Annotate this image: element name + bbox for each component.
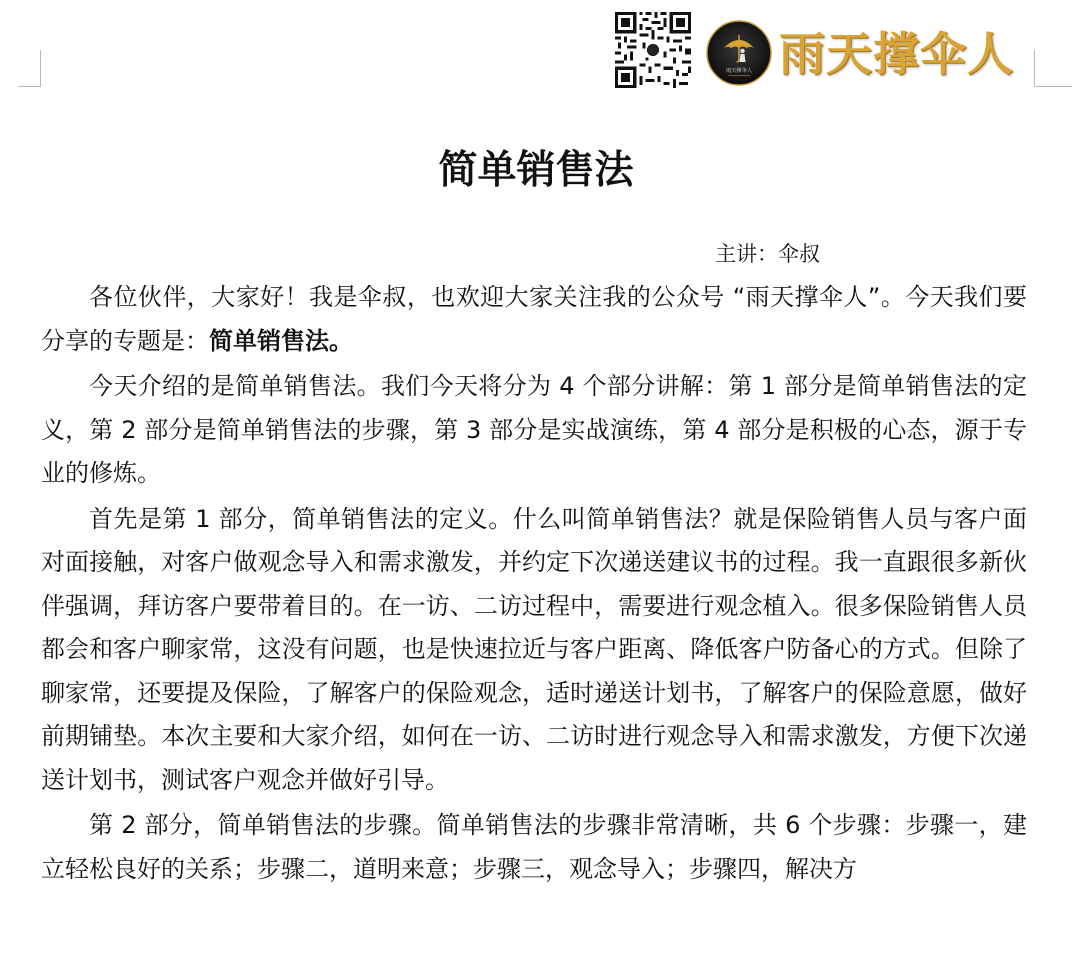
- paragraph-text: 今天介绍的是简单销售法。我们今天将分为 4 个部分讲解：第 1 部分是简单销售法的定义，第 2 部分是简单销售法的步骤，第 3 部分是实战演练，第 4 部分是积极的心态，源于专业的修炼。: [41, 372, 1027, 487]
- page-title: 简单销售法: [438, 148, 634, 193]
- paragraph: [41, 365, 1027, 496]
- crop-mark-left: [18, 50, 41, 87]
- paragraph-text: 各位伙伴，大家好！我是伞叔，也欢迎大家关注我的公众号 “雨天撑伞人”。今天我们要分享的专题是：: [41, 283, 1027, 355]
- topic-emphasis: 简单销售法。: [209, 326, 353, 355]
- speaker-line: 主讲：伞叔: [715, 242, 820, 266]
- umbrella-logo-icon: [706, 20, 772, 86]
- paragraph-text: 第 2 部分，简单销售法的步骤。简单销售法的步骤非常清晰，共 6 个步骤：步骤一，建立轻松良好的关系；步骤二，道明来意；步骤三，观念导入；步骤四，解决方: [41, 811, 1027, 883]
- logo-text: 雨天撑伞人: [726, 68, 752, 74]
- paragraph-text: 首先是第 1 部分，简单销售法的定义。什么叫简单销售法？就是保险销售人员与客户面对面接触，对客户做观念导入和需求激发，并约定下次递送建议书的过程。我一直跟很多新伙伴强调，拜访客户要带着目的。在一访、二访过程中，需要进行观念植入。很多保险销售人员都会和客户聊家常，这没有问题，也是快速拉近与客户距离、降低客户防备心的方式。但除了聊家常，还要提及保险，了解客户的保险观念，适时递送计划书，了解客户的保险意愿，做好前期铺垫。本次主要和大家介绍，如何在一访、二访时进行观念导入和需求激发，方便下次递送计划书，测试客户观念并做好引导。: [41, 504, 1027, 794]
- qr-code-icon: [615, 12, 691, 88]
- paragraph: [41, 498, 1027, 803]
- paragraph: [41, 804, 1027, 891]
- paragraph: [41, 276, 1027, 363]
- brand-name: 雨天撑伞人: [779, 27, 1014, 81]
- crop-mark-right: [1034, 50, 1072, 87]
- document-body: [41, 276, 1027, 891]
